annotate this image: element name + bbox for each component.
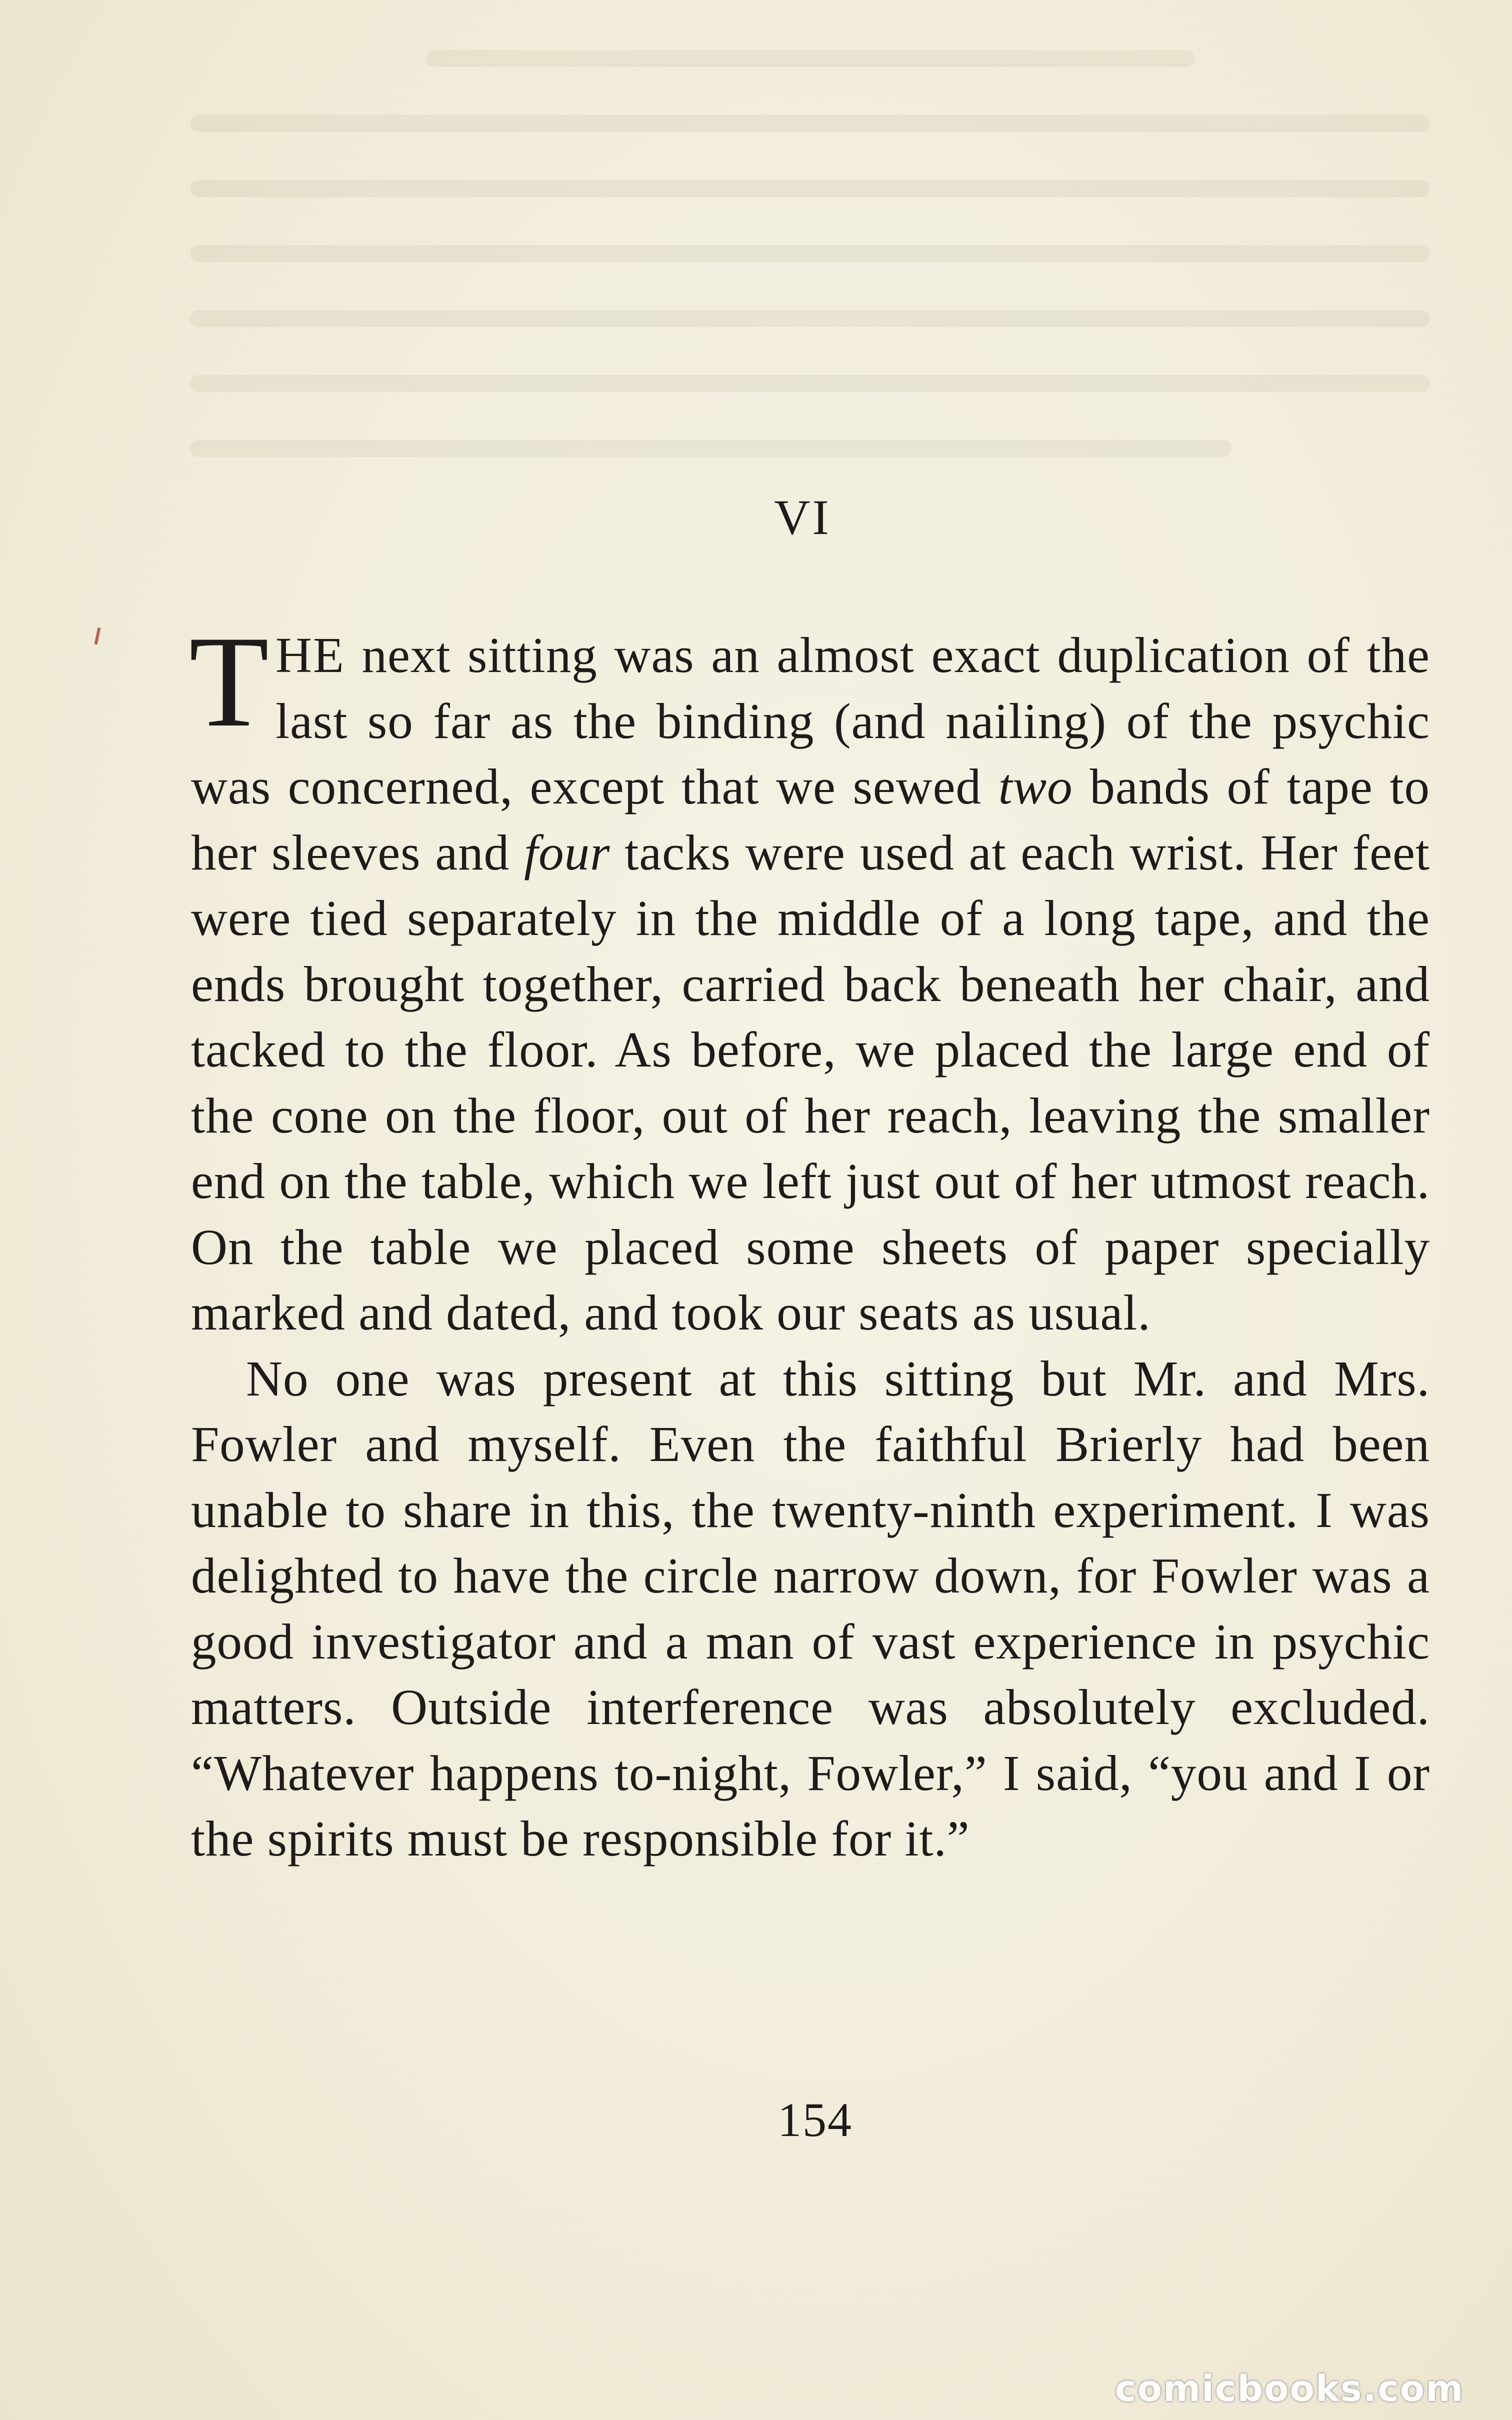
drop-cap: T — [189, 609, 270, 754]
body-text — [189, 609, 1430, 1872]
emphasis-four: four — [524, 824, 610, 880]
bleed-through-text — [190, 50, 1430, 550]
paragraph-2: No one was present at this sitting but Mr. and Mrs. Fowler and myself. Even the faithful Brierly had been unable to share in this, the twenty-ninth experiment. I was delighted to have the circle narrow down, for Fowler was a good investigator and a man of vast experience in psychic matters. Outside interference was absolutely excluded. “Whatever happens to-night, Fowler,” I said, “you and I or the spirits must be responsible for it.” — [191, 1350, 1430, 1866]
chapter-heading: VI — [774, 490, 831, 545]
watermark-logo: comicbooks.com — [1115, 2368, 1464, 2410]
paragraph-1-text-b: bands of tape to her sleeves and — [191, 758, 1430, 880]
paragraph-1 — [189, 609, 1430, 1346]
emphasis-two: two — [998, 758, 1073, 814]
page-number: 154 — [778, 2093, 852, 2146]
stray-ink-mark — [94, 628, 101, 645]
opening-small-caps: HE — [276, 627, 345, 683]
paragraph-1-text-a: next sitting was an almost exact duplication of the last so far as the binding (and nailing) of the psychic was concerned, except that we sewed — [191, 627, 1430, 814]
paragraph-1-text-c: tacks were used at each wrist. Her feet were tied separately in the middle of a long tape, and the ends brought together, carried back beneath her chair, and tacked to the floor. As before, we placed the large end of the cone on the floor, out of her reach, leaving the smaller end on the table, which we left just out of her utmost reach. On the table we placed some sheets of paper specially marked and dated, and took our seats as usual. — [191, 824, 1430, 1340]
